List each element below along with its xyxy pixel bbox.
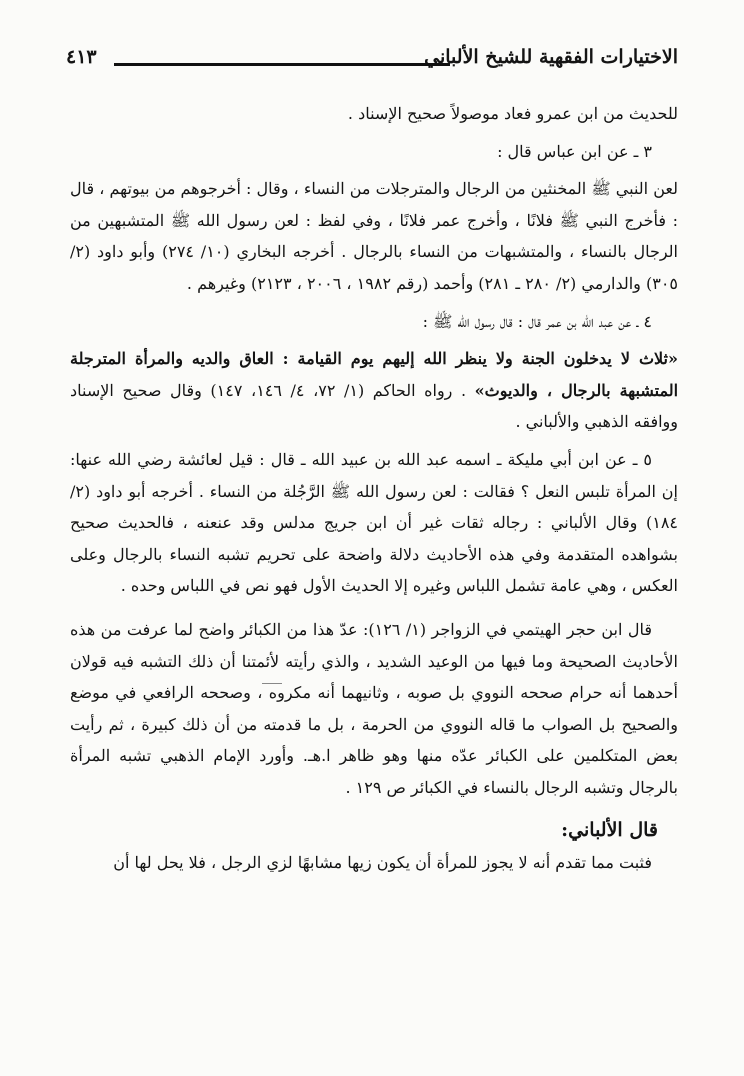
page-number: ٤١٣ <box>66 46 97 68</box>
page-header <box>66 44 678 80</box>
albani-paragraph: فثبت مما تقدم أنه لا يجوز للمرأة أن يكون زيها مشابهًا لزي الرجل ، فلا يحل لها أن <box>113 853 652 873</box>
hadith-4-source: . رواه الحاكم (١/ ٧٢، ٤/ ١٤٦، ١٤٧) وقال صحيح الإسناد ووافقه الذهبي والألباني . <box>70 380 678 432</box>
page-body <box>70 98 678 879</box>
running-title: الاختيارات الفقهية للشيخ الألباني <box>424 46 678 68</box>
hadith-4-paragraph <box>70 343 678 438</box>
section-heading: قال الألباني: <box>561 819 658 842</box>
scan-mark <box>262 683 282 684</box>
haytami-quote: قال ابن حجر الهيتمي في الزواجر (١/ ١٢٦): عدّ هذا من الكبائر واضح لما عرفت من هذه الأحاديث الصحيحة وما فيها من الوعيد الشديد ، والذي رأيته لأئمتنا أن ذلك التشبه فيه قولان أحدهما أنه حرام صححه النووي بل صوبه ، وثانيهما أنه مكروه ، وصححه الرافعي في موضع والصحيح بل الصواب ما قاله النووي من الحرمة ، بل ما قدمته من أن ذلك كبيرة ، ثم رأيت بعض المتكلمين على الكبائر عدّه منها وهو ظاهر ا.هـ. وأورد الإمام الذهبي تشبه المرأة بالرجال وتشبه الرجال بالنساء في الكبائر ص ١٢٩ . <box>70 619 679 797</box>
paragraph-continuation: للحديث من ابن عمرو فعاد موصولاً صحيح الإسناد . <box>347 104 678 123</box>
hadith-4-intro: ٤ ـ عن عبد الله بن عمر قال : قال رسول الله ﷺ : <box>422 311 652 331</box>
hadith-3-text: لعن النبي ﷺ المخنثين من الرجال والمترجلات من النساء ، وقال : أخرجوهم من بيوتهم ، قال : فأخرج النبي ﷺ فلانًا ، وأخرج عمر فلانًا ، وفي لفظ : لعن رسول الله ﷺ المتشبهين من الرجال بالنساء ، والمتشبهات من النساء بالرجال . أخرجه البخاري (١٠/ ٢٧٤) وأبو داود (٢/ ٣٠٥) والدارمي (٢/ ٢٨٠ ـ ٢٨١) وأحمد (رقم ١٩٨٢ ، ٢٠٠٦ ، ٢١٢٣) وغيرهم . <box>70 179 678 293</box>
hadith-4-text: «ثلاث لا يدخلون الجنة ولا ينظر الله إليهم يوم القيامة : العاق والديه والمرأة المترجلة المتشبهة بالرجال ، والديوث» <box>70 349 679 400</box>
header-rule <box>114 63 450 66</box>
hadith-3-intro: ٣ ـ عن ابن عباس قال : <box>497 141 652 161</box>
hadith-5-text: ٥ ـ عن ابن أبي مليكة ـ اسمه عبد الله بن عبيد الله ـ قال : قيل لعائشة رضي الله عنها: إن المرأة تلبس النعل ؟ فقالت : لعن رسول الله ﷺ الرَّجُلة من النساء . أخرجه أبو داود (٢/ ١٨٤) وقال الألباني : رجاله ثقات غير أن ابن جريج مدلس وقد عنعنه ، فالحديث صحيح بشواهده المتقدمة وفي هذه الأحاديث دلالة واضحة على تحريم تشبه النساء بالرجال وعلى العكس ، وهي عامة تشمل اللباس وغيره إلا الحديث الأول فهو نص في اللباس وحده . <box>70 449 678 596</box>
